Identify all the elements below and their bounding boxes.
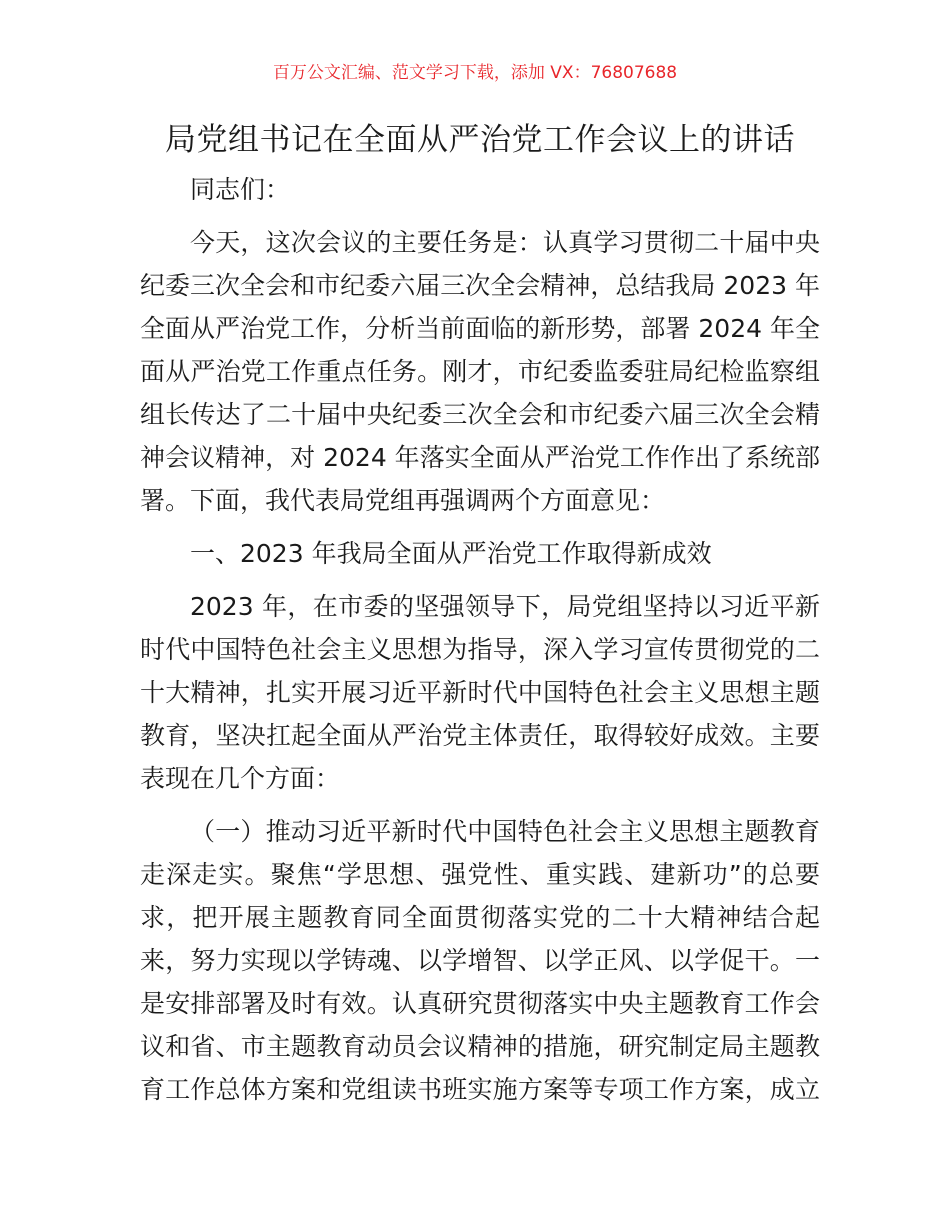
paragraph: [140, 810, 820, 1111]
text-line: 同志们：: [190, 175, 291, 204]
document-body: [140, 168, 820, 1121]
text-line: 育工作总体方案和党组读书班实施方案等专项工作方案，成立: [140, 1075, 820, 1104]
text-line: 纪委三次全会和市纪委六届三次全会精神，总结我局 2023 年: [140, 271, 820, 300]
text-line: 神会议精神，对 2024 年落实全面从严治党工作作出了系统部: [140, 443, 820, 472]
text-line: 今天，这次会议的主要任务是：认真学习贯彻二十届中央: [190, 228, 820, 257]
text-line: 来，努力实现以学铸魂、以学增智、以学正风、以学促干。一: [140, 946, 820, 975]
text-line: （一）推动习近平新时代中国特色社会主义思想主题教育: [190, 817, 820, 846]
text-line: 议和省、市主题教育动员会议精神的措施，研究制定局主题教: [140, 1032, 820, 1061]
paragraph: [140, 168, 820, 211]
text-line: 一、2023 年我局全面从严治党工作取得新成效: [190, 539, 712, 568]
text-line: 署。下面，我代表局党组再强调两个方面意见：: [140, 486, 666, 515]
text-line: 表现在几个方面：: [140, 764, 341, 793]
text-line: 十大精神，扎实开展习近平新时代中国特色社会主义思想主题: [140, 678, 820, 707]
paragraph: [140, 532, 820, 575]
download-banner: 百万公文汇编、范文学习下载，添加 VX：76807688: [272, 63, 678, 83]
paragraph: [140, 221, 820, 522]
text-line: 全面从严治党工作，分析当前面临的新形势，部署 2024 年全: [140, 314, 820, 343]
text-line: 走深走实。聚焦“学思想、强党性、重实践、建新功”的总要: [140, 860, 820, 889]
text-line: 面从严治党工作重点任务。刚才，市纪委监委驻局纪检监察组: [140, 357, 820, 386]
document-title: 局党组书记在全面从严治党工作会议上的讲话: [165, 122, 795, 158]
text-line: 求，把开展主题教育同全面贯彻落实党的二十大精神结合起: [140, 903, 820, 932]
paragraph: [140, 585, 820, 800]
text-line: 是安排部署及时有效。认真研究贯彻落实中央主题教育工作会: [140, 989, 820, 1018]
text-line: 2023 年，在市委的坚强领导下，局党组坚持以习近平新: [190, 592, 820, 621]
text-line: 时代中国特色社会主义思想为指导，深入学习宣传贯彻党的二: [140, 635, 820, 664]
text-line: 组长传达了二十届中央纪委三次全会和市纪委六届三次全会精: [140, 400, 820, 429]
text-line: 教育，坚决扛起全面从严治党主体责任，取得较好成效。主要: [140, 721, 820, 750]
